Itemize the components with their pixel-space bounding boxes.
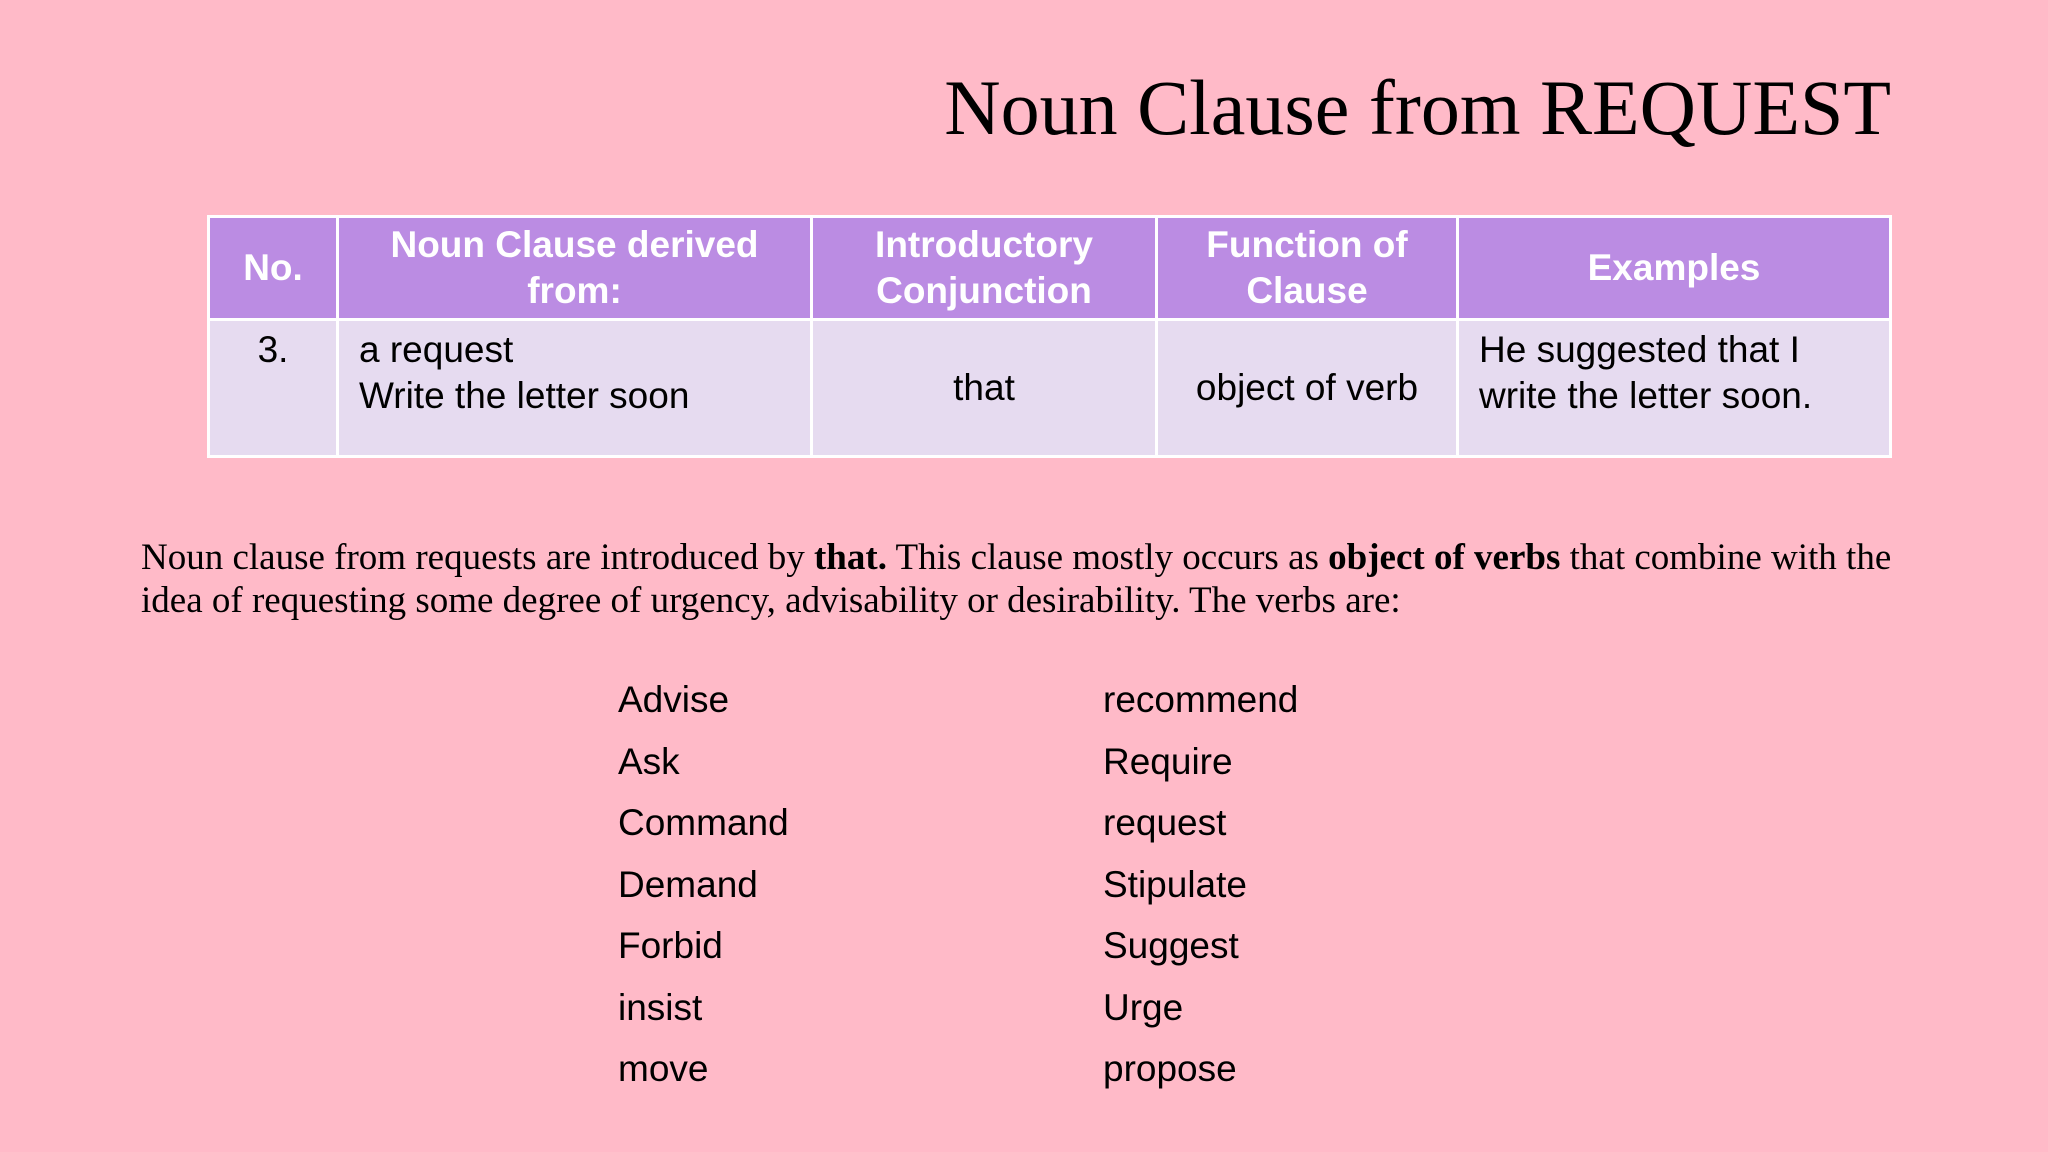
example-line: He suggested that I bbox=[1479, 329, 1800, 370]
verb-item: propose bbox=[1103, 1048, 1237, 1089]
explanation-text: This clause mostly occurs as bbox=[886, 537, 1329, 578]
verb-item: Demand bbox=[618, 863, 758, 905]
cell-derived-from bbox=[338, 320, 812, 457]
slide-title: Noun Clause from REQUEST bbox=[944, 64, 1891, 151]
verb-item: Require bbox=[1103, 740, 1233, 782]
verb-list-right bbox=[1103, 669, 1298, 1100]
verb-item: request bbox=[1103, 802, 1227, 843]
table-row bbox=[209, 320, 1891, 457]
verb-list-left bbox=[618, 669, 789, 1100]
example-line: write the letter soon. bbox=[1479, 375, 1813, 416]
noun-clause-table bbox=[207, 215, 1892, 458]
table-header-row bbox=[209, 217, 1891, 320]
verb-item: recommend bbox=[1103, 679, 1299, 720]
verb-item: Forbid bbox=[618, 925, 723, 966]
cell-conjunction: that bbox=[812, 320, 1157, 457]
explanation-text: Noun clause from requests are introduced by bbox=[141, 537, 814, 578]
cell-no: 3. bbox=[209, 320, 338, 457]
header-conjunction: Introductory Conjunction bbox=[812, 217, 1157, 320]
explanation-bold-object: object of verbs bbox=[1328, 537, 1561, 578]
cell-example bbox=[1458, 320, 1891, 457]
header-function: Function of Clause bbox=[1157, 217, 1458, 320]
verb-item: Ask bbox=[618, 740, 680, 782]
verb-item: Advise bbox=[618, 679, 730, 720]
verb-item: Urge bbox=[1103, 986, 1184, 1028]
header-examples: Examples bbox=[1458, 217, 1891, 320]
verb-item: Command bbox=[618, 802, 789, 843]
verb-item: move bbox=[618, 1048, 709, 1089]
source-line: a request bbox=[359, 329, 514, 370]
source-line: Write the letter soon bbox=[359, 375, 690, 416]
verb-item: insist bbox=[618, 986, 703, 1028]
verb-item: Suggest bbox=[1103, 925, 1239, 966]
verb-item: Stipulate bbox=[1103, 863, 1247, 905]
cell-function: object of verb bbox=[1157, 320, 1458, 457]
explanation-text: that combine with the idea of requesting some degree of urgency, advisability or desirability. The verbs are: bbox=[141, 537, 1892, 621]
header-derived-from: Noun Clause derived from: bbox=[338, 217, 812, 320]
explanation-paragraph bbox=[141, 536, 1941, 622]
header-no: No. bbox=[209, 217, 338, 320]
explanation-bold-that: that. bbox=[813, 537, 887, 578]
